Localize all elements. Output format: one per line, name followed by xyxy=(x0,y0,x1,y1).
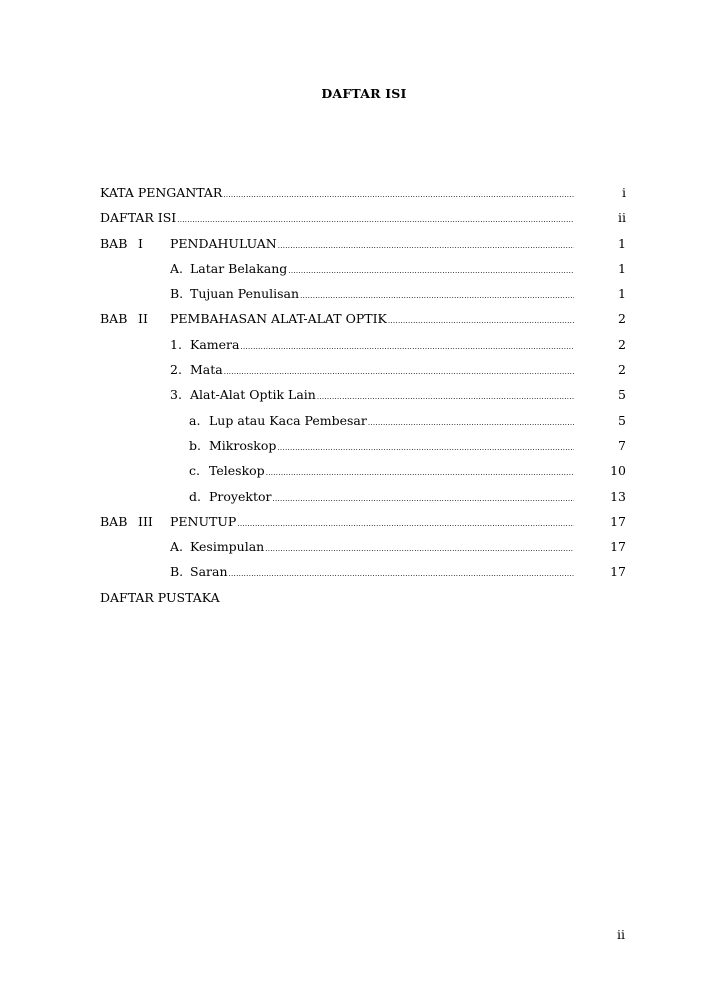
dot-leader xyxy=(229,564,575,584)
toc-entry-marker: 1. xyxy=(170,336,182,352)
dot-leader xyxy=(240,337,574,357)
toc-page-number: 10 xyxy=(610,463,626,479)
toc-page-number: 17 xyxy=(610,539,626,555)
toc-page-number: 1 xyxy=(618,235,626,251)
toc-row-kamera xyxy=(100,335,630,360)
toc-page-number: 17 xyxy=(610,513,626,529)
dot-leader xyxy=(300,286,574,306)
dot-leader xyxy=(265,539,574,559)
toc-entry-marker: c. xyxy=(189,463,200,479)
dot-leader xyxy=(177,210,574,230)
toc-entry-marker: A. xyxy=(170,260,184,276)
toc-entry-marker: A. xyxy=(170,539,184,555)
page-number: ii xyxy=(617,927,625,942)
table-of-contents xyxy=(100,183,630,613)
toc-entry-text: PENUTUP xyxy=(170,513,237,529)
toc-entry-marker: B. xyxy=(170,564,184,580)
toc-row-kesimpulan xyxy=(100,537,630,562)
toc-entry-text: PEMBAHASAN ALAT-ALAT OPTIK xyxy=(170,311,387,327)
dot-leader xyxy=(266,463,574,483)
toc-page-number: ii xyxy=(618,210,626,226)
toc-entry-marker: d. xyxy=(189,488,201,504)
toc-entry-text: Kamera xyxy=(190,336,240,352)
toc-row-tujuan-penulisan xyxy=(100,284,630,309)
toc-page-number: 2 xyxy=(618,336,626,352)
dot-leader xyxy=(368,413,574,433)
page-title: DAFTAR ISI xyxy=(321,86,407,101)
dot-leader xyxy=(278,236,574,256)
toc-page-number: 13 xyxy=(610,488,626,504)
toc-entry-text: Lup atau Kaca Pembesar xyxy=(209,412,367,428)
toc-page-number: 1 xyxy=(618,286,626,302)
toc-page-number: 1 xyxy=(618,260,626,276)
toc-row-mata xyxy=(100,360,630,385)
toc-entry-marker: b. xyxy=(189,437,201,453)
toc-entry-text: Kesimpulan xyxy=(190,539,265,555)
toc-page-number: 5 xyxy=(618,412,626,428)
toc-row-teleskop xyxy=(100,461,630,486)
toc-entry-text: Latar Belakang xyxy=(190,260,288,276)
toc-entry-text: DAFTAR PUSTAKA xyxy=(100,589,220,605)
toc-entry-marker: 3. xyxy=(170,387,182,403)
toc-entry-text: Teleskop xyxy=(209,463,265,479)
toc-page-number: 17 xyxy=(610,564,626,580)
toc-page-number: i xyxy=(622,185,626,200)
dot-leader xyxy=(317,387,574,407)
toc-entry-marker: a. xyxy=(189,412,201,428)
chapter-label: BAB xyxy=(100,235,128,251)
toc-entry-text: Mikroskop xyxy=(209,437,277,453)
toc-entry-text: Mata xyxy=(190,362,223,378)
dot-leader xyxy=(272,489,574,509)
dot-leader xyxy=(277,438,574,458)
toc-entry-text: Tujuan Penulisan xyxy=(190,286,300,302)
dot-leader xyxy=(288,261,574,281)
toc-row-bab-1 xyxy=(100,234,630,259)
toc-page-number: 5 xyxy=(618,387,626,403)
toc-row-kata-pengantar xyxy=(100,183,630,208)
toc-page-number: 7 xyxy=(618,437,626,453)
toc-page-number: 2 xyxy=(618,362,626,378)
chapter-number: III xyxy=(138,513,153,529)
toc-entry-text: PENDAHULUAN xyxy=(170,235,277,251)
toc-row-lup xyxy=(100,411,630,436)
toc-entry-marker: B. xyxy=(170,286,184,302)
dot-leader xyxy=(388,311,574,331)
toc-row-bab-2 xyxy=(100,309,630,334)
toc-row-proyektor xyxy=(100,487,630,512)
dot-leader xyxy=(237,514,574,534)
toc-entry-text: Saran xyxy=(190,564,228,580)
dot-leader xyxy=(224,362,574,382)
chapter-label: BAB xyxy=(100,513,128,529)
toc-entry-text: Alat-Alat Optik Lain xyxy=(190,387,316,403)
toc-entry-marker: 2. xyxy=(170,362,182,378)
dot-leader xyxy=(223,185,574,205)
chapter-number: II xyxy=(138,311,148,327)
toc-row-mikroskop xyxy=(100,436,630,461)
toc-row-alat-optik-lain xyxy=(100,385,630,410)
toc-entry-text: Proyektor xyxy=(209,488,272,504)
toc-page-number: 2 xyxy=(618,311,626,327)
toc-row-latar-belakang xyxy=(100,259,630,284)
chapter-label: BAB xyxy=(100,311,128,327)
toc-row-daftar-isi xyxy=(100,208,630,233)
toc-row-daftar-pustaka xyxy=(100,588,630,613)
toc-row-bab-3 xyxy=(100,512,630,537)
toc-entry-text: DAFTAR ISI xyxy=(100,210,177,226)
toc-entry-text: KATA PENGANTAR xyxy=(100,185,223,200)
toc-row-saran xyxy=(100,562,630,587)
chapter-number: I xyxy=(138,235,143,251)
